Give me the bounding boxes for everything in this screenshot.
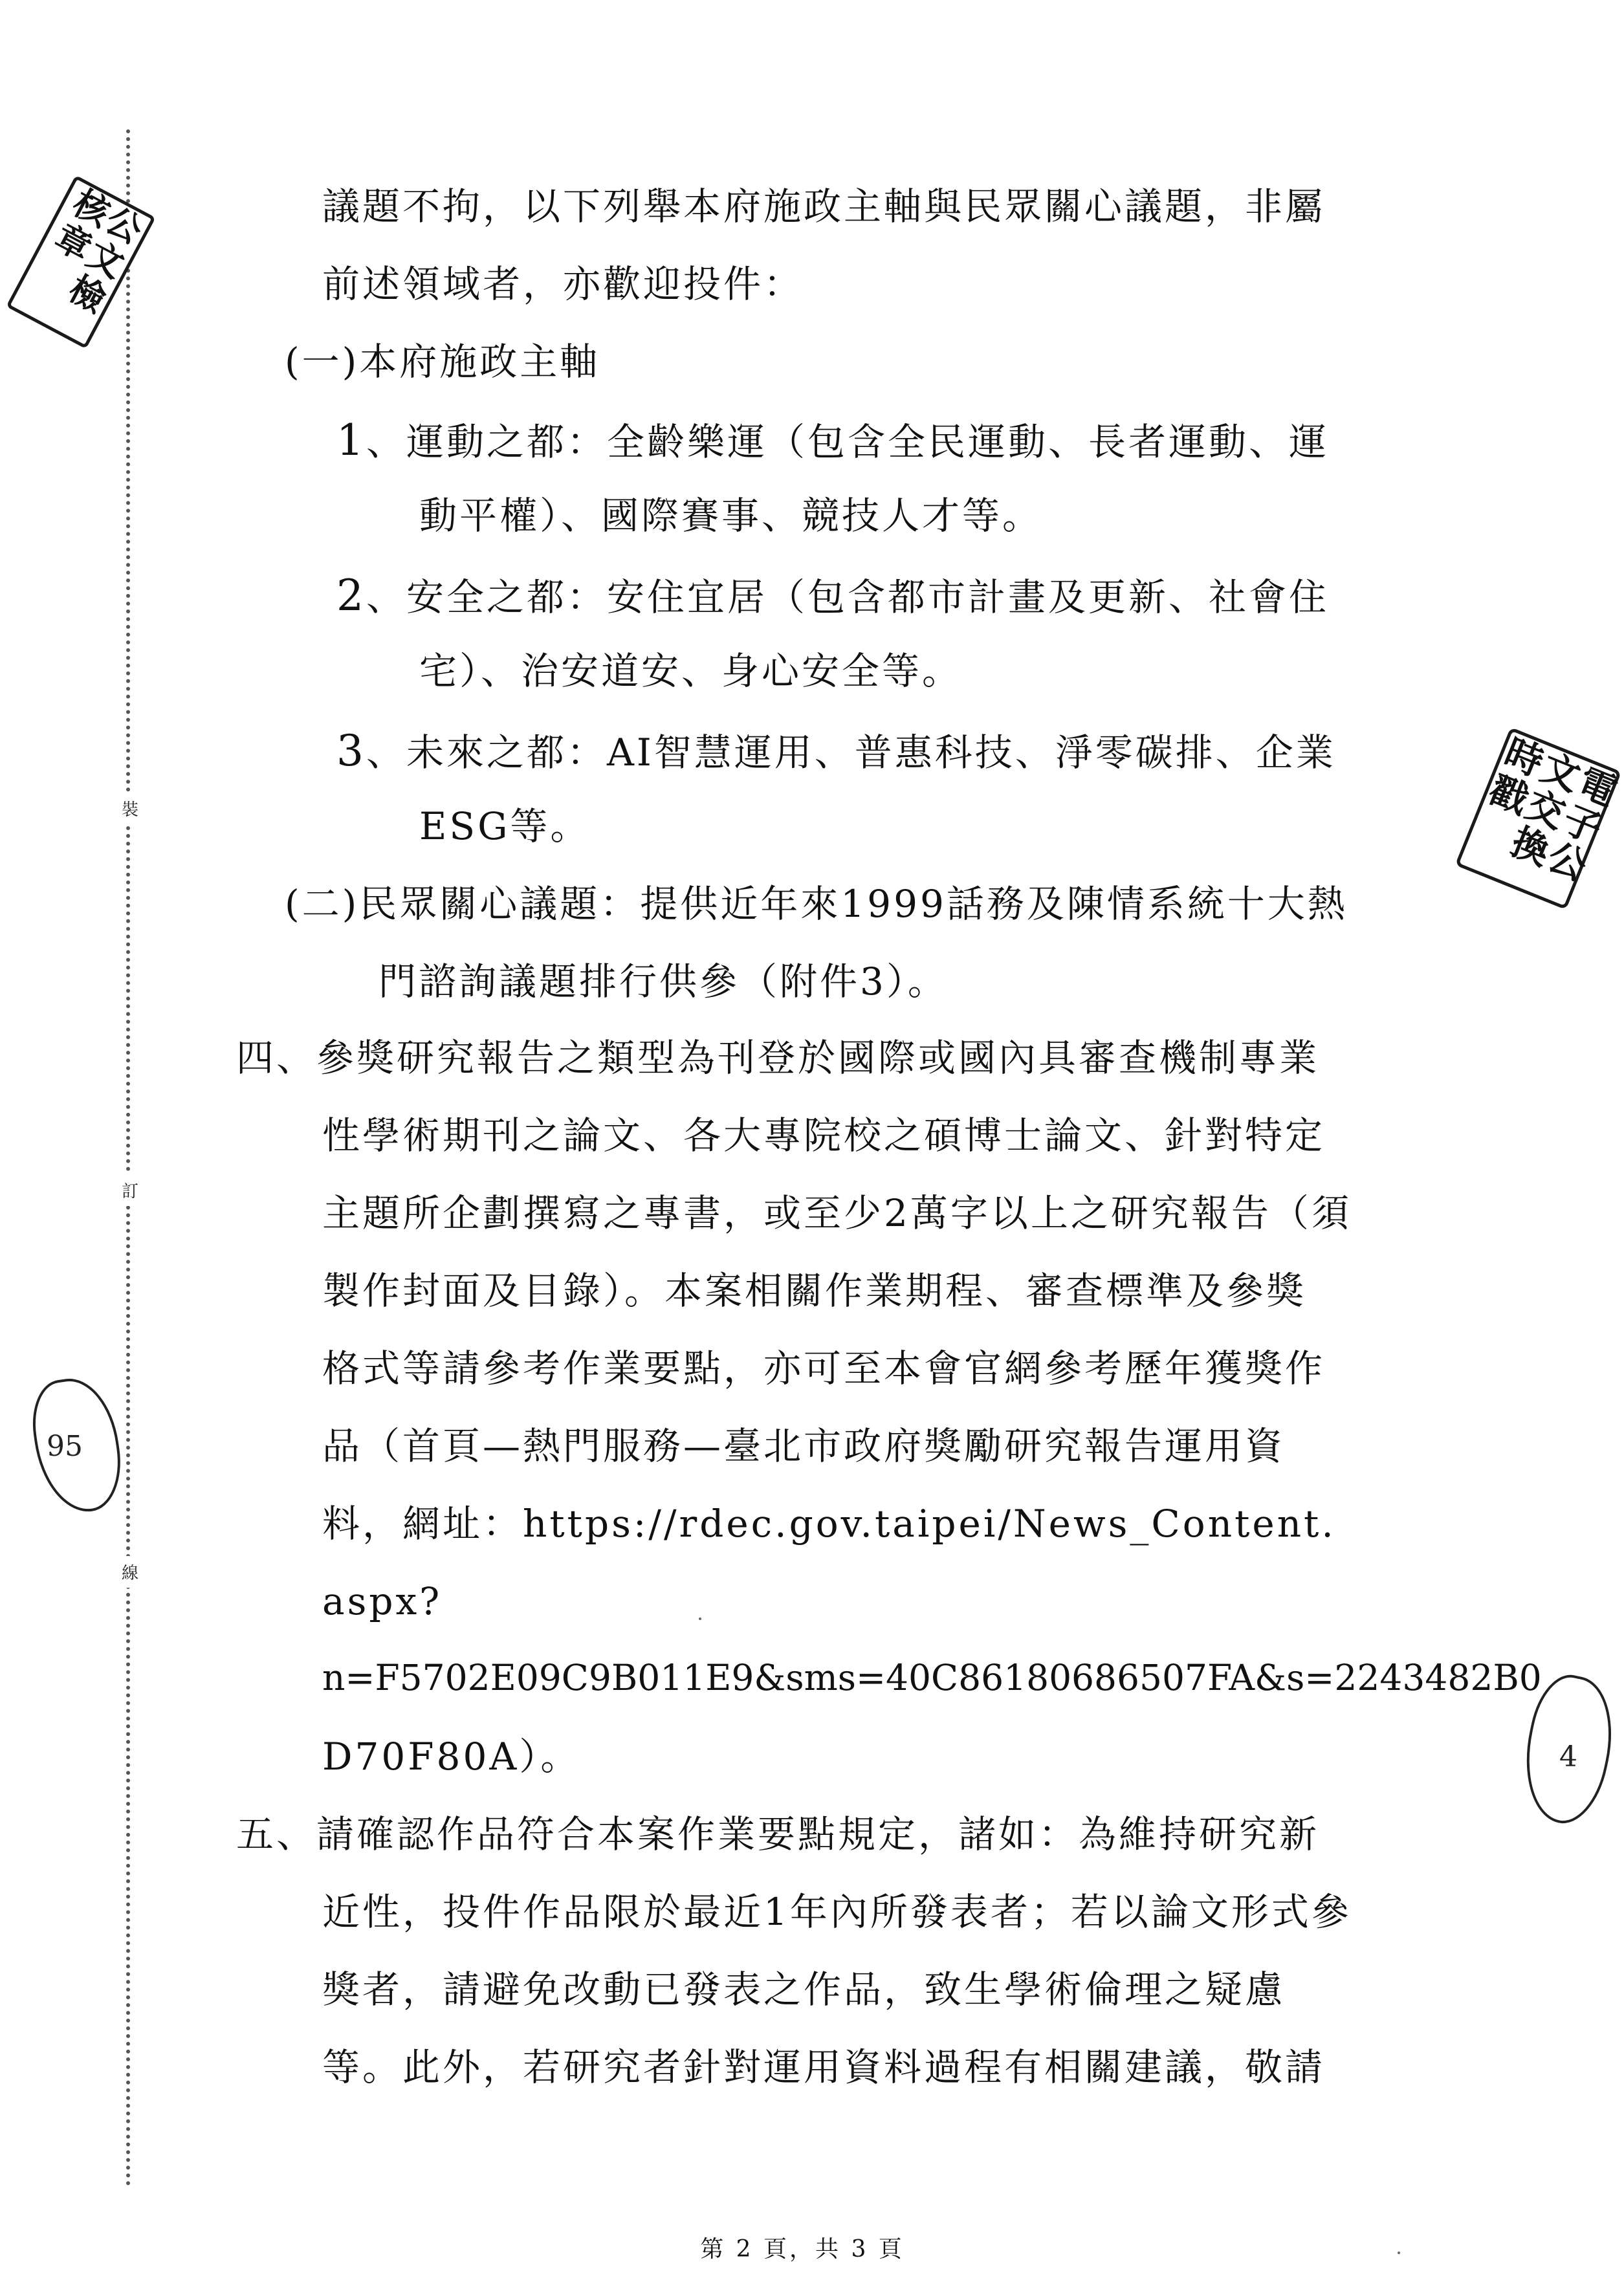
- binding-mark-zhuang: 裝: [120, 793, 140, 824]
- list-item-2: [336, 571, 1330, 620]
- section-2-cont: 門諮詢議題排行供參（附件3）。: [379, 959, 948, 1003]
- item-text: 、安全之都：安住宜居（包含都市計畫及更新、社會住: [366, 575, 1330, 619]
- list-item-3: [336, 726, 1336, 776]
- seal-right-number: 4: [1559, 1740, 1577, 1773]
- paragraph-line: 性學術期刊之論文、各大專院校之碩博士論文、針對特定: [322, 1113, 1326, 1157]
- paragraph-line: aspx?: [322, 1579, 443, 1623]
- review-stamp: 公文檢核章: [6, 175, 156, 349]
- section-title: 本府施政主軸: [359, 340, 600, 384]
- clause-text: 請確認作品符合本案作業要點規定，諸如：為維持研究新: [316, 1812, 1320, 1856]
- paragraph-line: 格式等請參考作業要點，亦可至本會官網參考歷年獲獎作: [322, 1346, 1326, 1390]
- clause-four: [236, 1036, 1320, 1080]
- section-heading-2: [285, 882, 1348, 926]
- timestamp-stamp: 電子公文交換時戳: [1455, 727, 1622, 910]
- section-text: 民眾關心議題：提供近年來1999話務及陳情系統十大熱: [359, 882, 1348, 926]
- section-marker: (一): [285, 340, 360, 384]
- list-item-2-cont: 宅）、治安道安、身心安全等。: [419, 649, 963, 693]
- section-heading-1: [285, 340, 600, 384]
- item-number: 2: [336, 571, 366, 620]
- item-number: 1: [336, 415, 366, 465]
- clause-five: [236, 1812, 1320, 1856]
- paragraph-line: 近性，投件作品限於最近1年內所發表者；若以論文形式參: [322, 1890, 1352, 1934]
- seal-left-number: 95: [47, 1430, 83, 1463]
- binding-dotted-line: [126, 129, 130, 2187]
- clause-text: 參獎研究報告之類型為刊登於國際或國內具審查機制專業: [316, 1036, 1320, 1080]
- paragraph-line: 前述領域者，亦歡迎投件：: [322, 262, 804, 306]
- paragraph-line: 獎者，請避免改動已發表之作品，致生學術倫理之疑慮: [322, 1968, 1286, 2011]
- binding-mark-ding: 訂: [120, 1174, 140, 1206]
- item-number: 3: [336, 726, 366, 776]
- scan-speck: [699, 1617, 701, 1620]
- paragraph-line: D70F80A）。: [322, 1735, 581, 1779]
- page-footer: 第 2 頁，共 3 頁: [700, 2236, 905, 2263]
- paragraph-line: n=F5702E09C9B011E9&sms=40C86180686507FA&s=2243482B0: [322, 1657, 1542, 1698]
- list-item-1-cont: 動平權）、國際賽事、競技人才等。: [419, 494, 1043, 538]
- item-text: 、未來之都：AI智慧運用、普惠科技、淨零碳排、企業: [366, 730, 1336, 774]
- clause-marker: 五、: [236, 1812, 317, 1856]
- paragraph-line: 主題所企劃撰寫之專書，或至少2萬字以上之研究報告（須: [322, 1191, 1352, 1235]
- clause-marker: 四、: [236, 1036, 317, 1080]
- list-item-1: [336, 415, 1330, 465]
- paragraph-line: 品（首頁—熱門服務—臺北市政府獎勵研究報告運用資: [322, 1424, 1286, 1468]
- section-marker: (二): [285, 882, 360, 926]
- paragraph-line: 料，網址：https://rdec.gov.taipei/News_Content.: [322, 1502, 1336, 1546]
- list-item-3-cont: ESG等。: [419, 804, 591, 848]
- paragraph-line: 製作封面及目錄）。本案相關作業期程、審查標準及參獎: [322, 1269, 1307, 1313]
- paragraph-line: 等。此外，若研究者針對運用資料過程有相關建議，敬請: [322, 2045, 1326, 2089]
- binding-mark-xian: 線: [120, 1556, 140, 1588]
- item-text: 、運動之都：全齡樂運（包含全民運動、長者運動、運: [366, 420, 1330, 464]
- paragraph-line: 議題不拘，以下列舉本府施政主軸與民眾關心議題，非屬: [322, 184, 1326, 228]
